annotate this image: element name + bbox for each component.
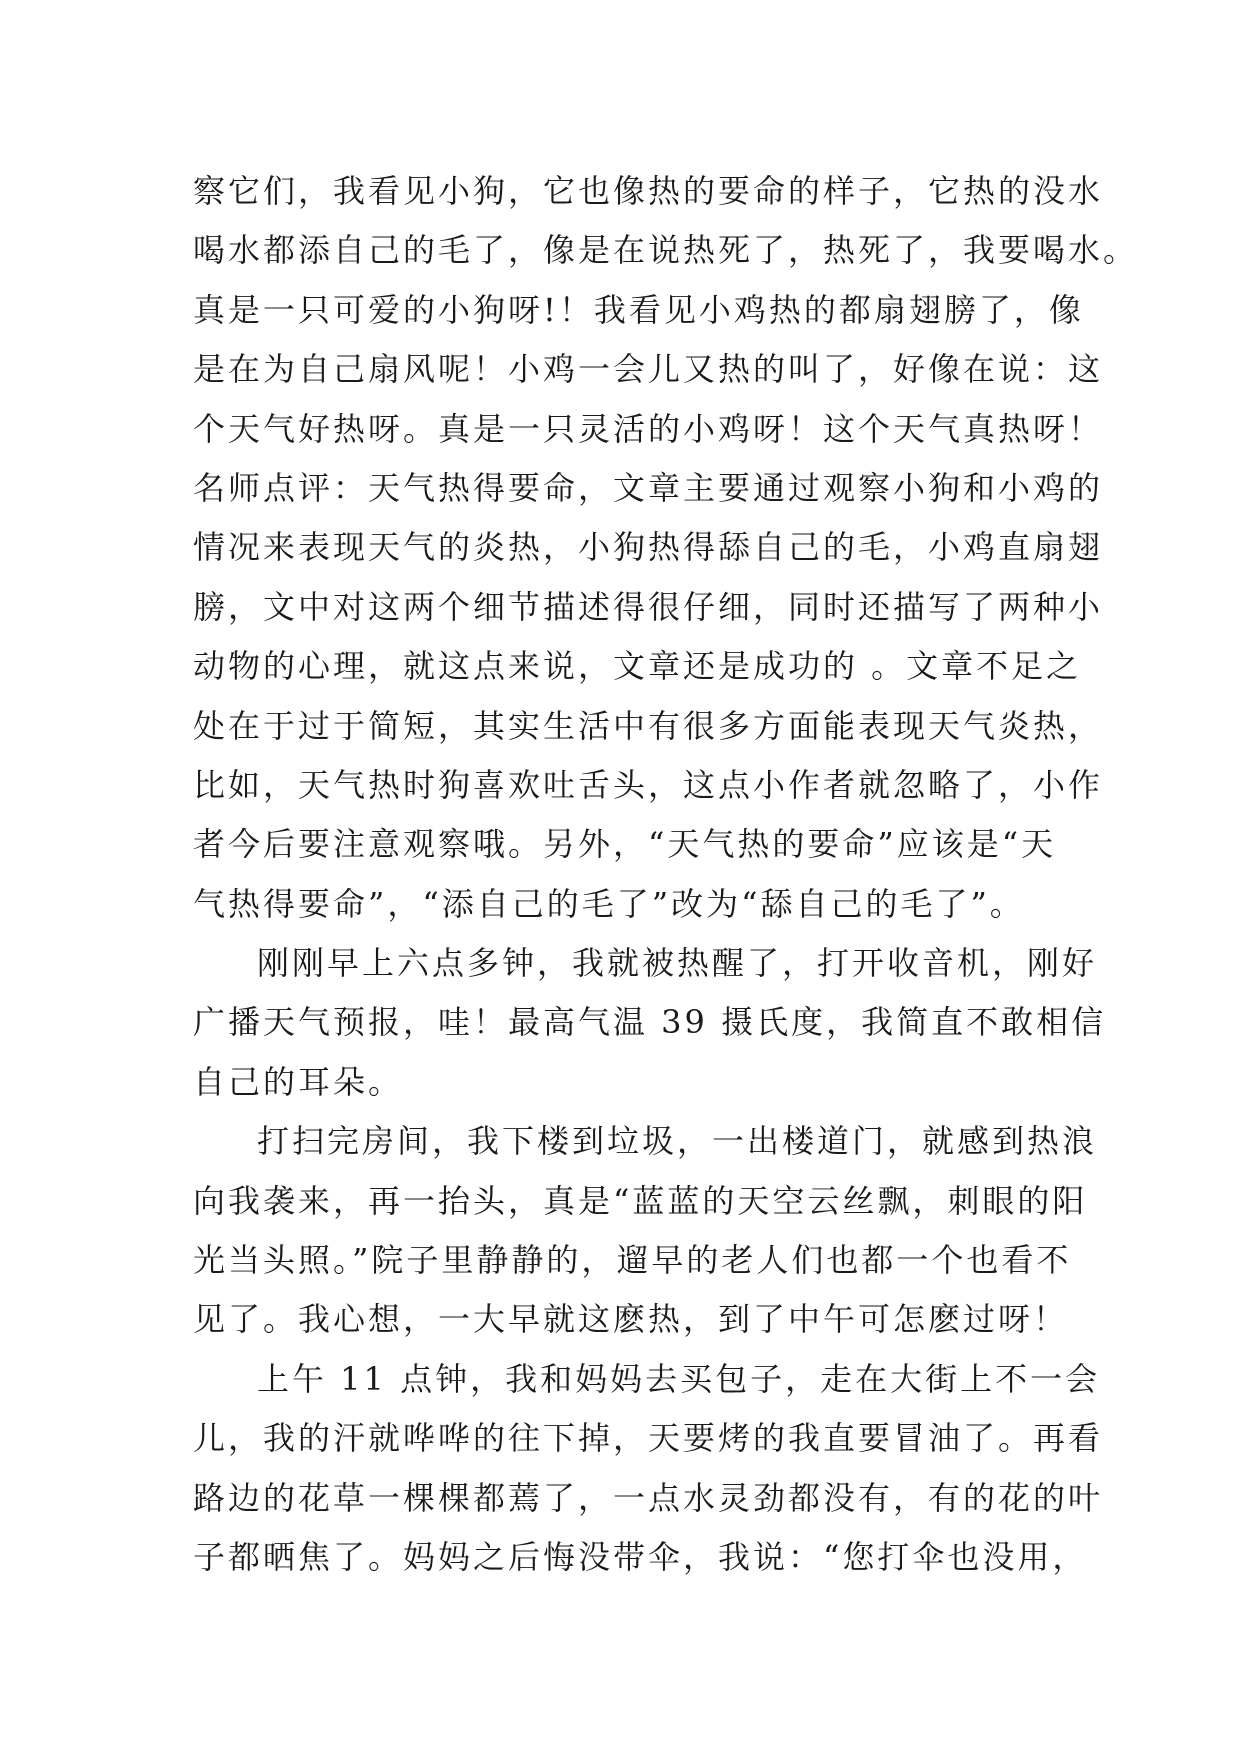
text-line: 处在于过于简短，其实生活中有很多方面能表现天气炎热，: [193, 706, 1104, 745]
text-line: 比如，天气热时狗喜欢吐舌头，这点小作者就忽略了，小作: [193, 765, 1104, 804]
text-line: 察它们，我看见小狗，它也像热的要命的样子，它热的没水: [193, 172, 1104, 210]
paragraph-first-line: 上午 11 点钟，我和妈妈去买包子，走在大街上不一会: [257, 1359, 1101, 1398]
paragraph-first-line: 刚刚早上六点多钟，我就被热醒了，打开收音机，刚好: [257, 944, 1098, 983]
text-line: 膀，文中对这两个细节描述得很仔细，同时还描写了两种小: [193, 587, 1104, 626]
text-line: 广播天气预报，哇！最高气温 39 摄氏度，我简直不敢相信: [193, 1003, 1107, 1042]
text-line: 名师点评：天气热得要命，文章主要通过观察小狗和小鸡的: [193, 468, 1104, 507]
text-line: 者今后要注意观察哦。另外，“天气热的要命”应该是“天: [193, 825, 1057, 864]
text-line: 个天气好热呀。真是一只灵活的小鸡呀！这个天气真热呀！: [193, 409, 1104, 448]
document-body: [193, 162, 1139, 1587]
text-line: 是在为自己扇风呢！小鸡一会儿又热的叫了，好像在说：这: [193, 350, 1104, 389]
text-line: 情况来表现天气的炎热，小狗热得舔自己的毛，小鸡直扇翅: [193, 528, 1104, 567]
text-line: 动物的心理，就这点来说，文章还是成功的 。文章不足之: [193, 647, 1082, 686]
text-line: 向我袭来，再一抬头，真是“蓝蓝的天空云丝飘，刺眼的阳: [193, 1181, 1088, 1220]
paragraph-first-line: 打扫完房间，我下楼到垃圾，一出楼道门，就感到热浪: [257, 1122, 1098, 1161]
text-line: 气热得要命”，“添自己的毛了”改为“舔自己的毛了”。: [193, 884, 1025, 923]
text-line: 见了。我心想，一大早就这麽热，到了中午可怎麽过呀！: [193, 1300, 1069, 1339]
text-line: 真是一只可爱的小狗呀!！我看见小鸡热的都扇翅膀了，像: [193, 290, 1084, 329]
text-line: 儿，我的汗就哗哗的往下掉，天要烤的我直要冒油了。再看: [193, 1419, 1104, 1458]
text-line: 喝水都添自己的毛了，像是在说热死了，热死了，我要喝水。: [193, 231, 1139, 270]
text-line: 子都晒焦了。妈妈之后悔没带伞，我说：“您打伞也没用，: [193, 1537, 1088, 1576]
text-line: 光当头照。”院子里静静的，遛早的老人们也都一个也看不: [193, 1241, 1072, 1280]
text-line: 自己的耳朵。: [193, 1062, 404, 1101]
text-line: 路边的花草一棵棵都蔫了，一点水灵劲都没有，有的花的叶: [193, 1478, 1104, 1517]
